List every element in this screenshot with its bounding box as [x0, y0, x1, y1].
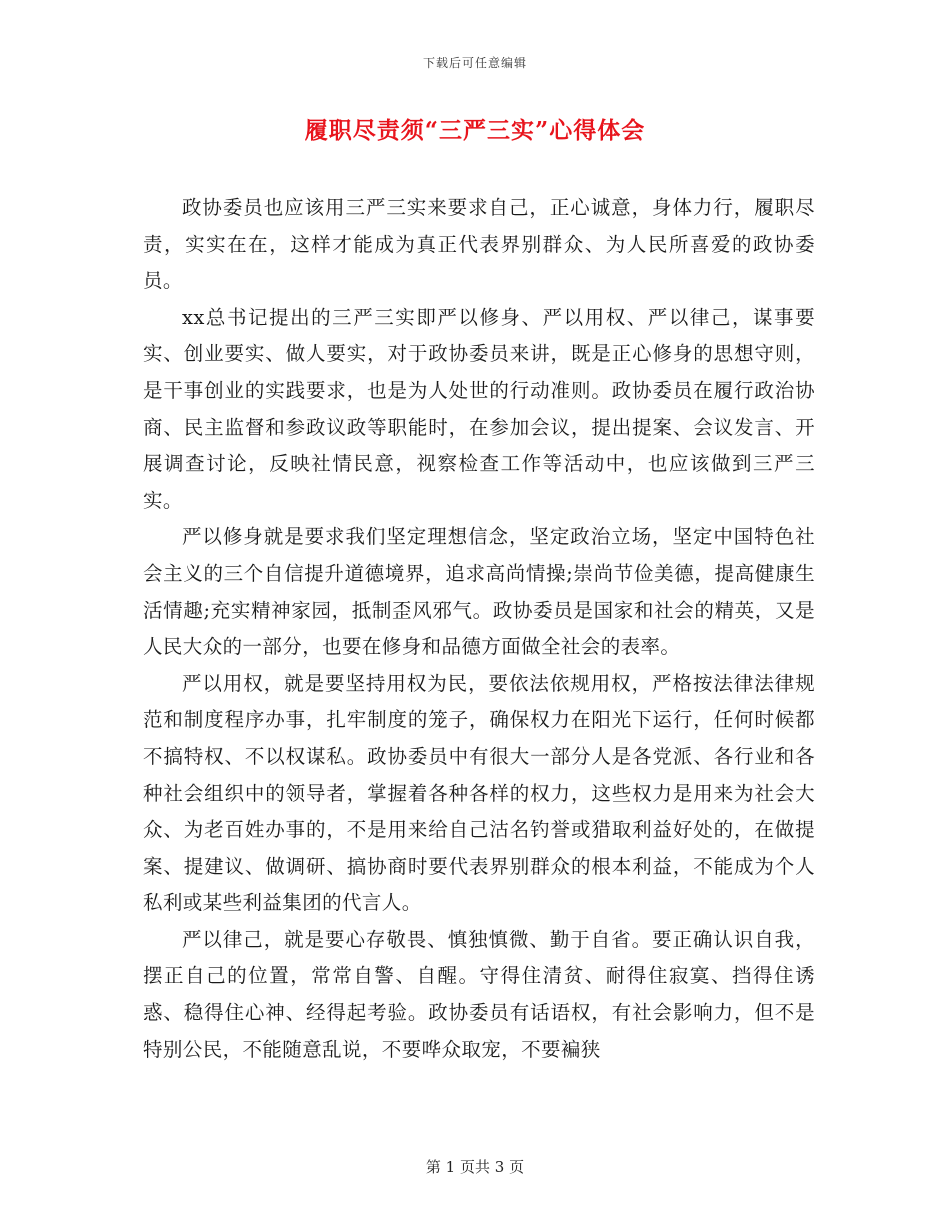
- document-title: 履职尽责须“三严三实”心得体会: [304, 117, 646, 144]
- paragraph: 严以用权，就是要坚持用权为民，要依法依规用权，严格按法律法律规范和制度程序办事，扎牢制度的笼子，确保权力在阳光下运行，任何时候都不搞特权、不以权谋私。政协委员中有很大一部分人是各党派、各行业和各种社会组织中的领导者，掌握着各种各样的权力，这些权力是用来为社会大众、为老百姓办事的，不是用来给自己沽名钓誉或猎取利益好处的，在做提案、提建议、做调研、搞协商时要代表界别群众的根本利益，不能成为个人私利或某些利益集团的代言人。: [143, 671, 815, 915]
- document-body: [143, 190, 815, 1068]
- page-header-note: 下载后可任意编辑: [422, 56, 527, 70]
- paragraph: 严以修身就是要求我们坚定理想信念，坚定政治立场，坚定中国特色社会主义的三个自信提升道德境界，追求高尚情操;崇尚节俭美德，提高健康生活情趣;充实精神家园，抵制歪风邪气。政协委员是国家和社会的精英，又是人民大众的一部分，也要在修身和品德方面做全社会的表率。: [143, 525, 815, 659]
- paragraph: 严以律己，就是要心存敬畏、慎独慎微、勤于自省。要正确认识自我，摆正自己的位置，常常自警、自醒。守得住清贫、耐得住寂寞、挡得住诱惑、稳得住心神、经得起考验。政协委员有话语权，有社会影响力，但不是特别公民，不能随意乱说，不要哗众取宠，不要褊狭: [143, 927, 815, 1061]
- paragraph: 政协委员也应该用三严三实来要求自己，正心诚意，身体力行，履职尽责，实实在在，这样才能成为真正代表界别群众、为人民所喜爱的政协委员。: [143, 196, 815, 293]
- paragraph: xx总书记提出的三严三实即严以修身、严以用权、严以律己，谋事要实、创业要实、做人要实，对于政协委员来讲，既是正心修身的思想守则，是干事创业的实践要求，也是为人处世的行动准则。政协委员在履行政治协商、民主监督和参政议政等职能时，在参加会议，提出提案、会议发言、开展调查讨论，反映社情民意，视察检查工作等活动中，也应该做到三严三实。: [143, 305, 815, 512]
- page-number-footer: 第 1 页共 3 页: [425, 1158, 525, 1176]
